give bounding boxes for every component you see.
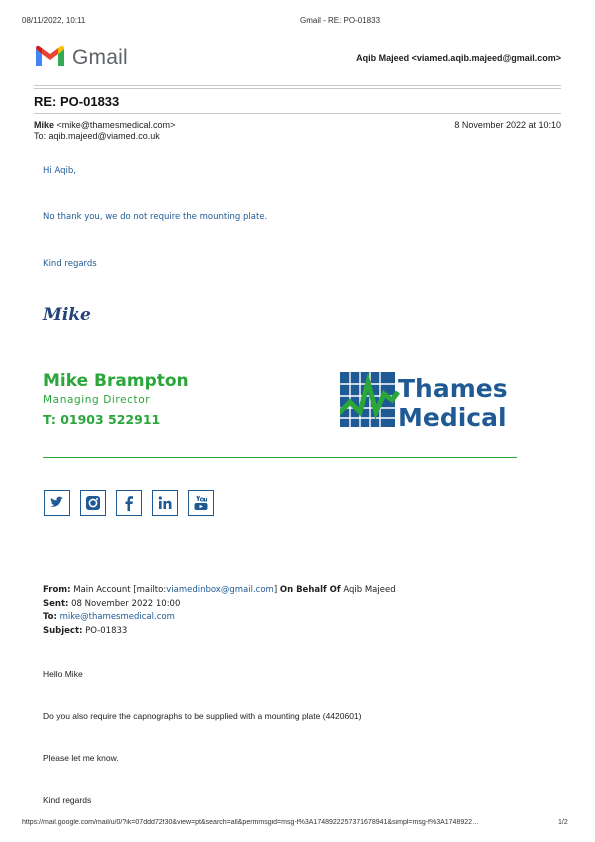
signature-phone: T: 01903 522911 xyxy=(43,412,161,427)
quoted-from-link[interactable]: viamedinbox@gmail.com xyxy=(166,585,274,595)
quoted-subject-line xyxy=(43,626,127,636)
signature-script: Mike xyxy=(43,305,91,325)
gmail-logo-icon xyxy=(34,44,66,68)
quoted-greeting: Hello Mike xyxy=(43,669,83,679)
quoted-to-line xyxy=(43,612,175,622)
thames-medical-logo xyxy=(340,372,518,428)
email-subject: RE: PO-01833 xyxy=(34,94,120,109)
logo-word-medical: Medical xyxy=(398,403,507,428)
reply-greeting: Hi Aqib, xyxy=(43,166,76,176)
quoted-behalf-label: On Behalf Of xyxy=(279,585,341,595)
quoted-sent-label: Sent: xyxy=(43,599,69,609)
header-divider-2 xyxy=(34,88,561,89)
quoted-behalf-name: Aqib Majeed xyxy=(343,585,396,595)
youtube-icon[interactable] xyxy=(188,490,214,516)
sender-email: <mike@thamesmedical.com> xyxy=(56,120,176,130)
reply-body: No thank you, we do not require the mounting plate. xyxy=(43,212,268,222)
quoted-from-text: Main Account [mailto: xyxy=(73,585,167,595)
gmail-wordmark: Gmail xyxy=(72,46,128,69)
quoted-closing: Kind regards xyxy=(43,795,92,805)
quoted-question: Do you also require the capnographs to be supplied with a mounting plate (4420601) xyxy=(43,711,362,721)
quoted-to-link[interactable]: mike@thamesmedical.com xyxy=(59,612,175,622)
sender-name: Mike xyxy=(34,120,55,130)
signature-role: Managing Director xyxy=(43,394,151,406)
signature-divider xyxy=(43,457,517,458)
instagram-icon[interactable] xyxy=(80,490,106,516)
reply-closing: Kind regards xyxy=(43,259,97,269)
email-date: 8 November 2022 at 10:10 xyxy=(454,120,561,130)
logo-word-thames: Thames xyxy=(398,374,508,403)
footer-url: https://mail.google.com/mail/u/0/?ik=07ddd72f30&view=pt&search=all&permmsgid=msg-f%3A1748922257371678941&simpl=msg-f%3A1748922… xyxy=(22,819,480,826)
twitter-icon[interactable] xyxy=(44,490,70,516)
header-divider xyxy=(34,85,561,86)
quoted-subject-value: PO-01833 xyxy=(85,626,128,636)
subject-divider xyxy=(34,113,561,114)
quoted-from-label: From: xyxy=(43,585,71,595)
quoted-from-close: ] xyxy=(273,585,278,595)
signature-full-name: Mike Brampton xyxy=(43,371,189,391)
account-label: Aqib Majeed <viamed.aqib.majeed@gmail.com> xyxy=(356,53,561,63)
facebook-icon[interactable] xyxy=(116,490,142,516)
print-timestamp: 08/11/2022, 10:11 xyxy=(22,16,86,25)
quoted-to-label: To: xyxy=(43,612,57,622)
sender-line xyxy=(34,120,175,130)
quoted-sent-line xyxy=(43,599,180,609)
quoted-sent-value: 08 November 2022 10:00 xyxy=(71,599,181,609)
print-doc-title: Gmail - RE: PO-01833 xyxy=(300,16,381,25)
quoted-subject-label: Subject: xyxy=(43,626,83,636)
footer-page-number: 1/2 xyxy=(558,819,568,826)
quoted-request: Please let me know. xyxy=(43,753,119,763)
linkedin-icon[interactable] xyxy=(152,490,178,516)
recipient-line: To: aqib.majeed@viamed.co.uk xyxy=(34,131,160,141)
quoted-from-line xyxy=(43,585,396,595)
